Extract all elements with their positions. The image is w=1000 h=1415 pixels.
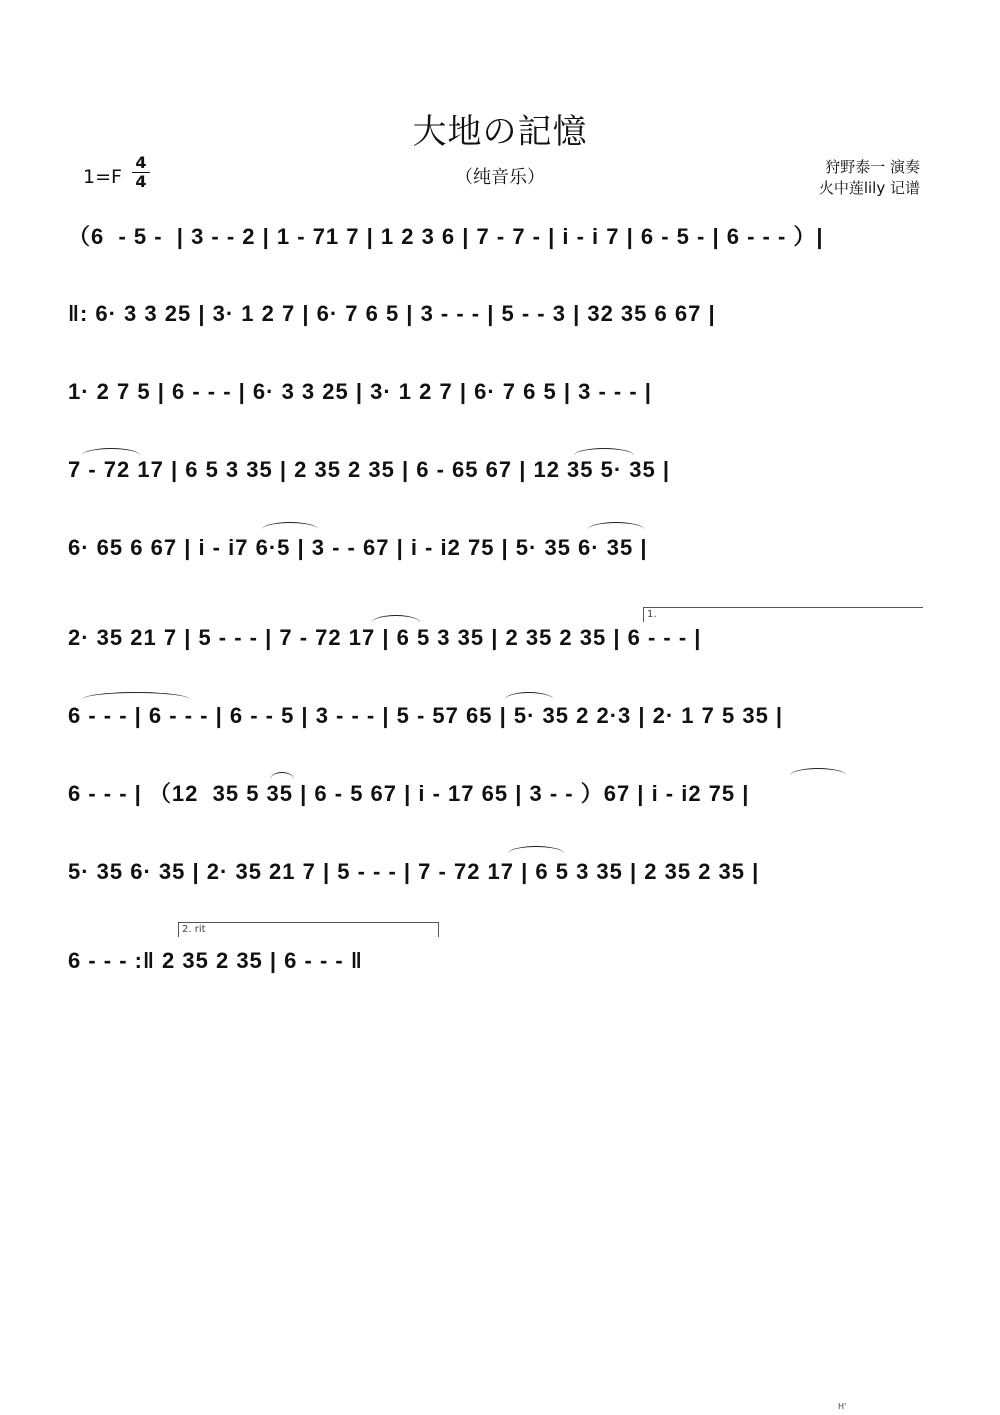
key-signature: 1=F	[83, 166, 122, 188]
volta-second-number: 2.	[182, 924, 192, 935]
slur	[262, 522, 318, 537]
tempo-mark: rit	[194, 924, 206, 935]
score-line-3: 1· 2 7 5 | 6 - - - | 6· 3 3 25 | 3· 1 2 7 | 6· 7 6 5 | 3 - - - |	[68, 379, 652, 404]
transcriber-credit: 火中莲lily 记谱	[818, 179, 920, 197]
credits	[819, 157, 920, 199]
score-line-1: （6 - 5 - | 3 - - 2 | 1 - 71 7 | 1 2 3 6 | 7 - 7 - | i - i 7 | 6 - 5 - | 6 - - - ）|	[68, 224, 824, 249]
volta-first-ending: 1.	[643, 607, 923, 622]
page-title: 大地の記憶	[412, 112, 588, 152]
slur	[505, 692, 553, 707]
slur	[372, 615, 420, 630]
subtitle: （纯音乐）	[455, 167, 545, 188]
performer-credit: 狩野泰一 演奏	[825, 158, 920, 176]
page-marker: H'	[838, 1402, 847, 1411]
slur	[82, 692, 190, 707]
time-signature-denominator: 4	[135, 172, 147, 191]
score-line-7: 6 - - - | 6 - - - | 6 - - 5 | 3 - - - | 5 - 57 65 | 5· 35 2 2·3 | 2· 1 7 5 35 |	[68, 703, 784, 728]
slur	[790, 768, 846, 783]
score-line-4: 7 - 72 17 | 6 5 3 35 | 2 35 2 35 | 6 - 65 67 | 12 35 5· 35 |	[68, 457, 671, 482]
volta-second-ending	[178, 922, 439, 937]
score-line-2: ‖: 6· 3 3 25 | 3· 1 2 7 | 6· 7 6 5 | 3 - - - | 5 - - 3 | 32 35 6 67 |	[68, 301, 716, 326]
score-line-10: 6 - - - :‖ 2 35 2 35 | 6 - - - ‖	[68, 948, 363, 973]
score-line-9: 5· 35 6· 35 | 2· 35 21 7 | 5 - - - | 7 - 72 17 | 6 5 3 35 | 2 35 2 35 |	[68, 859, 760, 884]
slur	[588, 522, 644, 537]
slur	[574, 448, 634, 463]
time-signature-numerator: 4	[135, 153, 147, 172]
score-line-8: 6 - - - | （12 35 5 35 | 6 - 5 67 | i - 17 65 | 3 - - ）67 | i - i2 75 |	[68, 781, 750, 806]
slur	[508, 846, 564, 861]
time-signature	[132, 154, 150, 191]
slur	[270, 772, 294, 787]
score-line-5: 6· 65 6 67 | i - i7 6·5 | 3 - - 67 | i - i2 75 | 5· 35 6· 35 |	[68, 535, 648, 560]
score-line-6: 2· 35 21 7 | 5 - - - | 7 - 72 17 | 6 5 3 35 | 2 35 2 35 | 6 - - - |	[68, 625, 702, 650]
slur	[82, 448, 140, 463]
